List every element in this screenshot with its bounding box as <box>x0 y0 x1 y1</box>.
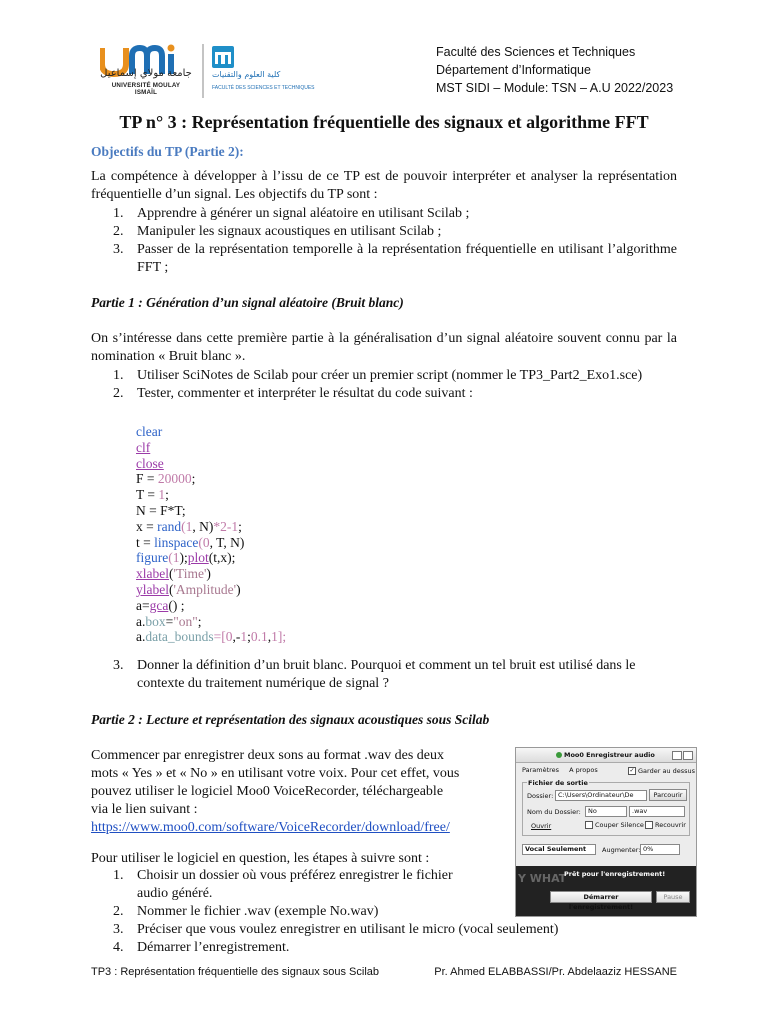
checkbox-checked-icon: ✓ <box>629 767 635 774</box>
steps-intro: Pour utiliser le logiciel en question, les étapes à suivre sont : <box>91 851 430 866</box>
part1-heading: Partie 1 : Génération d’un signal aléatoire (Bruit blanc) <box>91 295 404 310</box>
part1-list <box>113 367 677 403</box>
header-department: Département d’Informatique <box>436 63 591 77</box>
fst-logo-icon <box>212 46 234 68</box>
scilab-code-block: clear clf close F = 20000; T = 1; N = F*T; x = rand(1, N)*2-1; t = linspace(0, T, N) figure(1);plot(t,x); xlabel('Time') ylabel('Amplitude') a=gca() ; a.box="on"; a.data_bounds=[0,-1;0.1,1]; <box>136 424 287 645</box>
overwrite-checkbox[interactable]: Recouvrir <box>645 821 686 829</box>
list-item: 2. Tester, commenter et interpréter le résultat du code suivant : <box>113 386 473 401</box>
increase-select[interactable]: 0% <box>640 844 680 855</box>
list-item: 1. Utiliser SciNotes de Scilab pour créer un premier script (nommer le TP3_Part2_Exo1.sce) <box>113 368 643 383</box>
app-menu <box>522 766 606 774</box>
app-logo-icon <box>556 752 562 758</box>
open-link[interactable]: Ouvrir <box>531 822 552 830</box>
part1-intro: On s’intéresse dans cette première partie à la généralisation d’un signal aléatoire souvent connu par la nomination « Bruit blanc ». <box>91 331 677 364</box>
close-icon[interactable] <box>683 751 693 760</box>
browse-button[interactable]: Parcourir <box>649 789 687 801</box>
page-title: TP n° 3 : Représentation fréquentielle des signaux et algorithme FFT <box>119 112 649 132</box>
menu-params[interactable]: Paramètres <box>522 766 560 774</box>
footer-left: TP3 : Représentation fréquentielle des signaux sous Scilab <box>91 966 380 978</box>
list-item: 2. Manipuler les signaux acoustiques en utilisant Scilab ; <box>113 224 442 239</box>
header-faculty: Faculté des Sciences et Techniques <box>436 45 636 59</box>
ready-status: Prêt pour l'enregistrement! <box>564 870 666 878</box>
list-item: 1. Choisir un dossier où vous préférez enregistrer le fichier audio généré. <box>113 868 453 901</box>
footer-right: Pr. Ahmed ELABBASSI/Pr. Abdelaaziz HESSANE <box>434 966 677 978</box>
output-file-group: Fichier de sortie Dossier: C:\Users\Ordinateur\De Parcourir Nom du Dossier: No .wav Ouvrir Couper Silence Recouvrir <box>522 782 690 836</box>
app-title: Moo0 Enregistreur audio <box>564 751 655 759</box>
part2-heading: Partie 2 : Lecture et représentation des signaux acoustiques sous Scilab <box>91 712 490 727</box>
objectives-heading: Objectifs du TP (Partie 2): <box>91 144 244 159</box>
list-item: 1. Apprendre à générer un signal aléatoire en utilisant Scilab ; <box>113 206 470 221</box>
keep-on-top-checkbox[interactable]: ✓ Garder au dessus <box>629 767 696 775</box>
moo0-recorder-screenshot: Moo0 Enregistreur audio Paramètres A propos ✓ Garder au dessus Fichier de sortie Dossier: C:\Users\Ordinateur\De Parcourir Nom du Dossier: No .wav Ouvrir Couper Silence Recouvrir Vocal Seulement Augmenter: 0% Y WHAT Prêt pour l'enregistrement! Démarrer l'enregistrement! Pause <box>515 747 697 917</box>
cut-silence-checkbox[interactable]: Couper Silence <box>585 821 644 829</box>
list-item: 2. Nommer le fichier .wav (exemple No.wav) <box>113 904 379 919</box>
app-titlebar <box>516 748 696 763</box>
part1-question <box>113 657 677 693</box>
objectives-intro: La compétence à développer à l’issu de ce TP est de pouvoir interpréter et analyser la représentation fréquentielle d’un signal. Les objectifs du TP sont : <box>91 169 677 202</box>
list-item: 4. Démarrer l’enregistrement. <box>113 940 290 955</box>
extension-select[interactable]: .wav <box>629 806 685 817</box>
header-module: MST SIDI – Module: TSN – A.U 2022/2023 <box>436 81 674 95</box>
menu-about[interactable]: A propos <box>569 766 598 774</box>
part2-intro: Commencer par enregistrer deux sons au format .wav des deux mots « Yes » et « No » en utilisant votre voix. Pour cet effet, vous pouvez utiliser le logiciel Moo0 VoiceRecorder, téléchargeable via le lien suivant : https://www.moo0.com/software/VoiceRecorder/download/free/ <box>91 748 460 835</box>
folder-input[interactable]: C:\Users\Ordinateur\De <box>555 790 647 801</box>
start-recording-button[interactable]: Démarrer l'enregistrement! <box>550 891 652 903</box>
objectives-list <box>113 205 677 277</box>
page-footer <box>91 966 677 978</box>
university-logos: جامعة مولاي إسماعيل UNIVERSITÉ MOULAY ISMAÏL كلية العلوم والتقنيات FACULTÉ DES SCIENCES ET TECHNIQUES <box>100 42 350 100</box>
header-institution <box>436 43 673 97</box>
filename-input[interactable]: No <box>585 806 627 817</box>
minimize-icon[interactable] <box>672 751 682 760</box>
download-link[interactable]: https://www.moo0.com/software/VoiceRecorder/download/free/ <box>91 820 450 835</box>
pause-button[interactable]: Pause <box>656 891 690 903</box>
list-item: 3. Donner la définition d’un bruit blanc. Pourquoi et comment un tel bruit est utilisé dans le contexte du traitement numérique de signal ? <box>113 658 636 691</box>
list-item: 3. Préciser que vous voulez enregistrer en utilisant le micro (vocal seulement) <box>113 922 559 937</box>
source-select[interactable]: Vocal Seulement <box>522 844 596 855</box>
list-item: 3. Passer de la représentation temporelle à la représentation fréquentielle en utilisant l’algorithme FFT ; <box>113 242 677 275</box>
